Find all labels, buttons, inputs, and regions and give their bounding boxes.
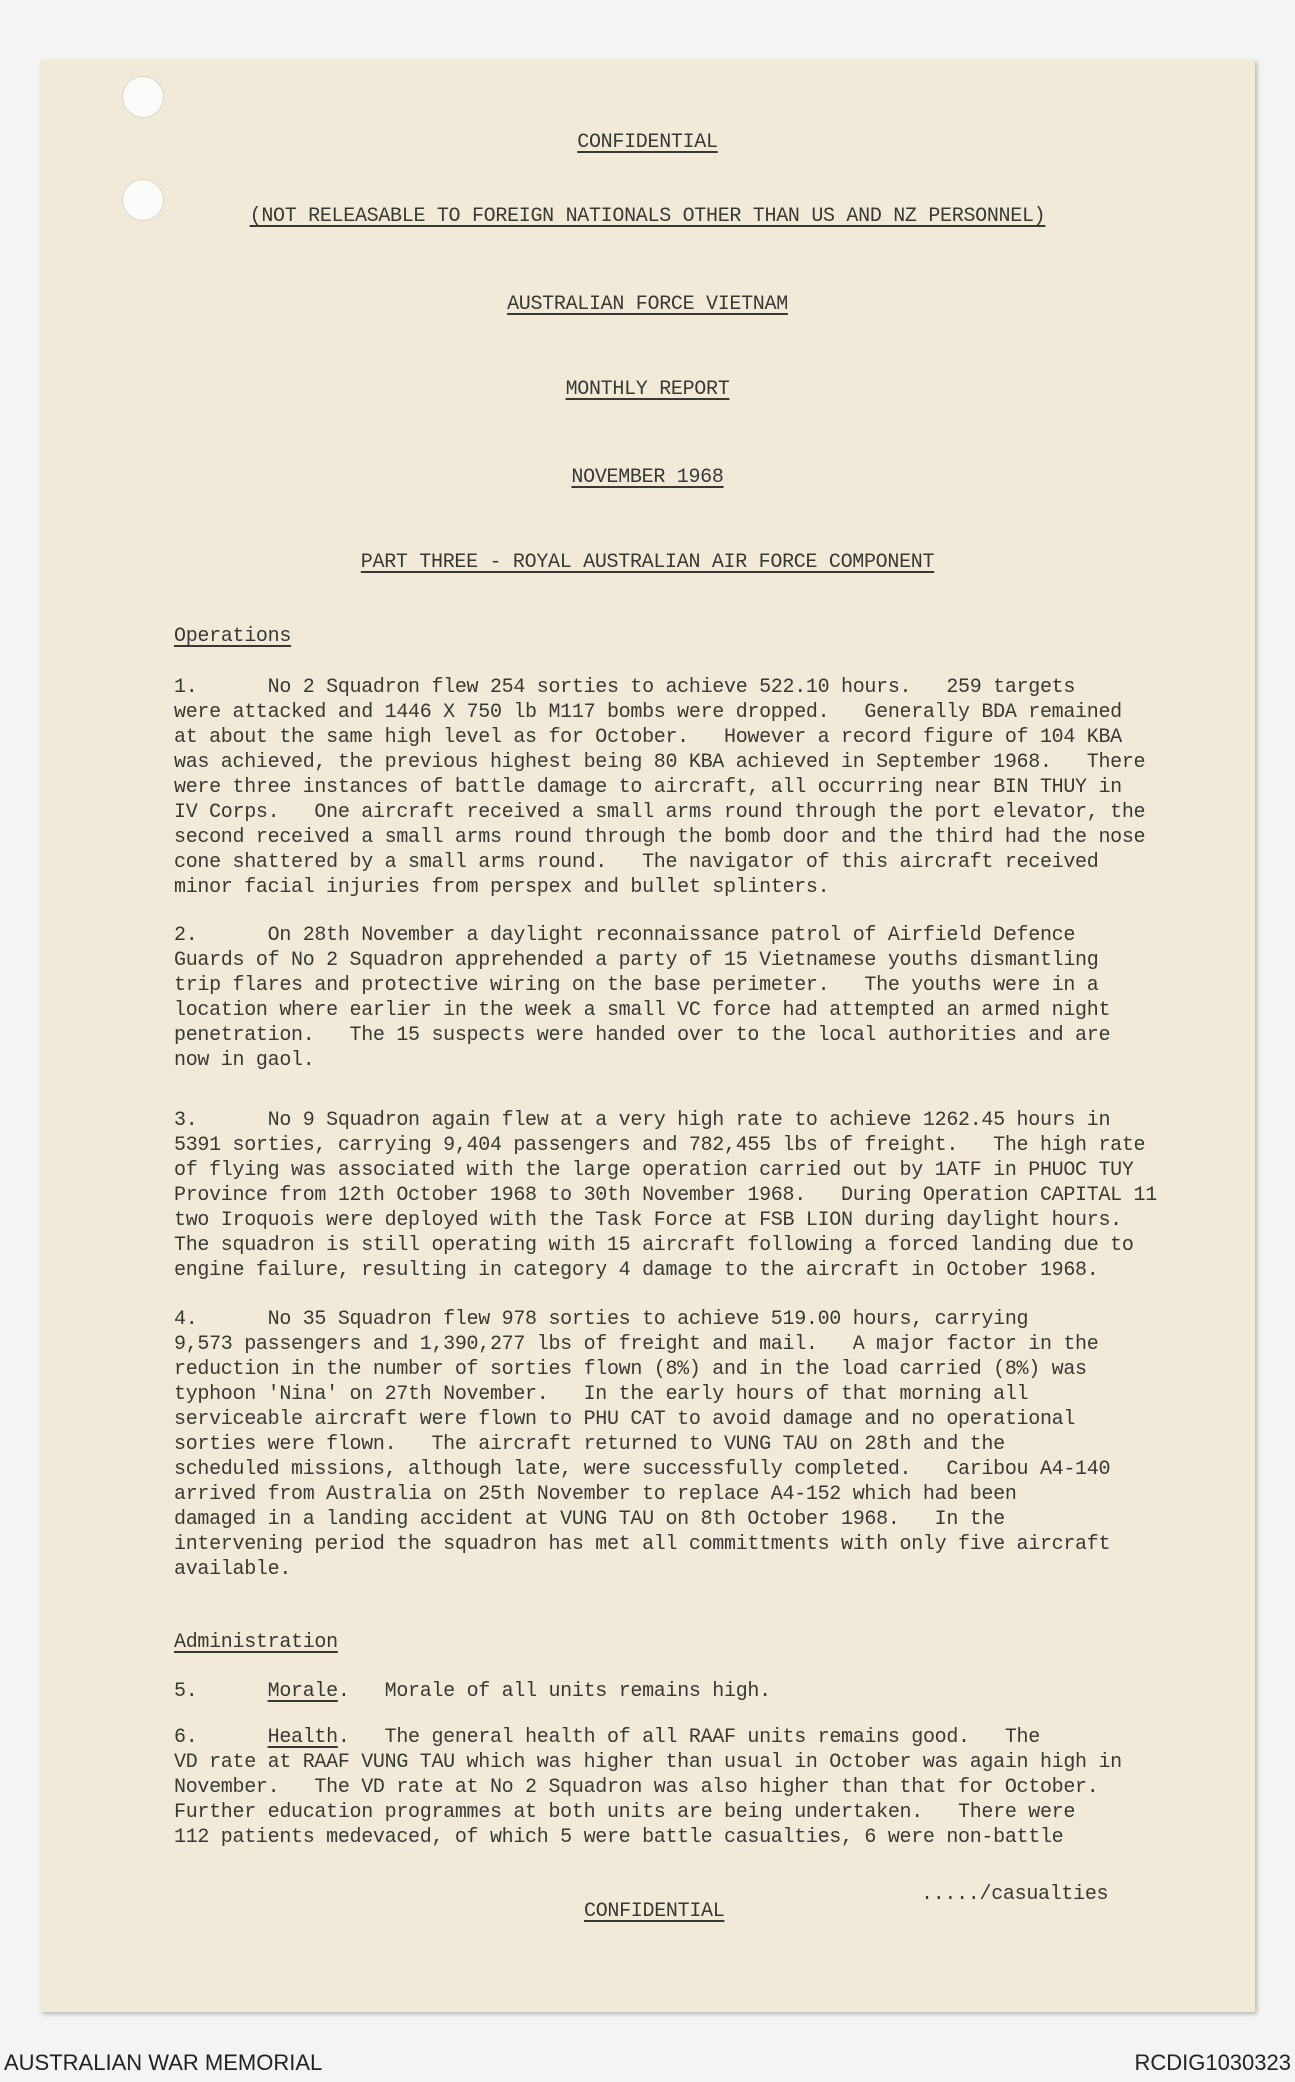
- paragraph-5: [174, 1679, 771, 1704]
- organisation-title: AUSTRALIAN FORCE VIETNAM: [507, 293, 788, 316]
- section-heading-administration: Administration: [174, 1631, 338, 1654]
- report-type: MONTHLY REPORT: [565, 378, 730, 401]
- text-line: was achieved, the previous highest being 80 KBA achieved in September 1968. There: [174, 751, 1146, 774]
- paragraph-1: [174, 675, 1145, 900]
- text-line: The squadron is still operating with 15 aircraft following a forced landing due to: [174, 1234, 1134, 1257]
- classification-header: CONFIDENTIAL: [577, 131, 718, 154]
- text-line: Further education programmes at both units are being undertaken. There were: [174, 1801, 1076, 1824]
- paragraph-6: [174, 1725, 1122, 1850]
- text-line: trip flares and protective wiring on the base perimeter. The youths were in a: [174, 974, 1099, 997]
- text-line: IV Corps. One aircraft received a small arms round through the port elevator, the: [174, 801, 1146, 824]
- text-line: scheduled missions, although late, were successfully completed. Caribou A4-140: [174, 1458, 1111, 1481]
- punch-hole: [122, 76, 164, 118]
- text-line: at about the same high level as for October. However a record figure of 104 KBA: [174, 726, 1122, 749]
- text-line: 3. No 9 Squadron again flew at a very high rate to achieve 1262.45 hours in: [174, 1109, 1111, 1132]
- archive-reference: RCDIG1030323: [1134, 2050, 1291, 2075]
- release-note: (NOT RELEASABLE TO FOREIGN NATIONALS OTHER THAN US AND NZ PERSONNEL): [249, 205, 1046, 228]
- text-line: available.: [174, 1558, 292, 1581]
- section-heading-operations: Operations: [174, 625, 292, 648]
- text-line: 5391 sorties, carrying 9,404 passengers and 782,455 lbs of freight. The high rate: [174, 1134, 1146, 1157]
- text-line: penetration. The 15 suspects were handed over to the local authorities and are: [174, 1024, 1111, 1047]
- text-line: 2. On 28th November a daylight reconnaissance patrol of Airfield Defence: [174, 924, 1076, 947]
- text-line: were three instances of battle damage to aircraft, all occurring near BIN THUY in: [174, 776, 1122, 799]
- text-line: cone shattered by a small arms round. The navigator of this aircraft received: [174, 851, 1099, 874]
- classification-footer: CONFIDENTIAL: [584, 1900, 725, 1923]
- text-line: damaged in a landing accident at VUNG TAU on 8th October 1968. In the: [174, 1508, 1005, 1531]
- text-line: 4. No 35 Squadron flew 978 sorties to achieve 519.00 hours, carrying: [174, 1308, 1029, 1331]
- text-line: arrived from Australia on 25th November to replace A4-152 which had been: [174, 1483, 1017, 1506]
- text-line: 9,573 passengers and 1,390,277 lbs of freight and mail. A major factor in the: [174, 1333, 1099, 1356]
- paragraph-text: . Morale of all units remains high.: [337, 1680, 771, 1703]
- text-line: location where earlier in the week a small VC force had attempted an armed night: [174, 999, 1111, 1022]
- text-line: 112 patients medevaced, of which 5 were battle casualties, 6 were non-battle: [174, 1826, 1064, 1849]
- archive-credit: AUSTRALIAN WAR MEMORIAL: [4, 2050, 323, 2075]
- text-line: were attacked and 1446 X 750 lb M117 bombs were dropped. Generally BDA remained: [174, 701, 1122, 724]
- text-line: intervening period the squadron has met all committments with only five aircraft: [174, 1533, 1111, 1556]
- text-line: of flying was associated with the large operation carried out by 1ATF in PHUOC TUY: [174, 1159, 1134, 1182]
- text-line: two Iroquois were deployed with the Task Force at FSB LION during daylight hours.: [174, 1209, 1122, 1232]
- text-line: 1. No 2 Squadron flew 254 sorties to achieve 522.10 hours. 259 targets: [174, 676, 1076, 699]
- subheading-health: Health: [267, 1726, 338, 1749]
- text-line: Guards of No 2 Squadron apprehended a party of 15 Vietnamese youths dismantling: [174, 949, 1099, 972]
- text-line: now in gaol.: [174, 1049, 315, 1072]
- paragraph-6-rest: [174, 1750, 1122, 1850]
- text-line: minor facial injuries from perspex and bullet splinters.: [174, 876, 830, 899]
- text-line: VD rate at RAAF VUNG TAU which was higher than usual in October was again high in: [174, 1751, 1122, 1774]
- paragraph-text: . The general health of all RAAF units remains good. The: [337, 1726, 1040, 1749]
- paragraph-2: [174, 923, 1110, 1073]
- text-line: sorties were flown. The aircraft returned to VUNG TAU on 28th and the: [174, 1433, 1005, 1456]
- text-line: typhoon 'Nina' on 27th November. In the early hours of that morning all: [174, 1383, 1029, 1406]
- text-line: reduction in the number of sorties flown (8%) and in the load carried (8%) was: [174, 1358, 1087, 1381]
- part-title: PART THREE - ROYAL AUSTRALIAN AIR FORCE COMPONENT: [360, 551, 935, 574]
- paragraph-4: [174, 1307, 1110, 1582]
- text-line: second received a small arms round through the bomb door and the third had the nose: [174, 826, 1146, 849]
- text-line: November. The VD rate at No 2 Squadron was also higher than that for October.: [174, 1776, 1099, 1799]
- text-line: engine failure, resulting in category 4 damage to the aircraft in October 1968.: [174, 1259, 1099, 1282]
- paragraph-number: 5.: [174, 1680, 198, 1703]
- paragraph-3: [174, 1108, 1157, 1283]
- paragraph-number: 6.: [174, 1726, 198, 1749]
- report-period: NOVEMBER 1968: [571, 466, 724, 489]
- continuation-note: ...../casualties: [921, 1883, 1109, 1906]
- text-line: Province from 12th October 1968 to 30th November 1968. During Operation CAPITAL 11: [174, 1184, 1157, 1207]
- text-line: serviceable aircraft were flown to PHU CAT to avoid damage and no operational: [174, 1408, 1076, 1431]
- subheading-morale: Morale: [267, 1680, 338, 1703]
